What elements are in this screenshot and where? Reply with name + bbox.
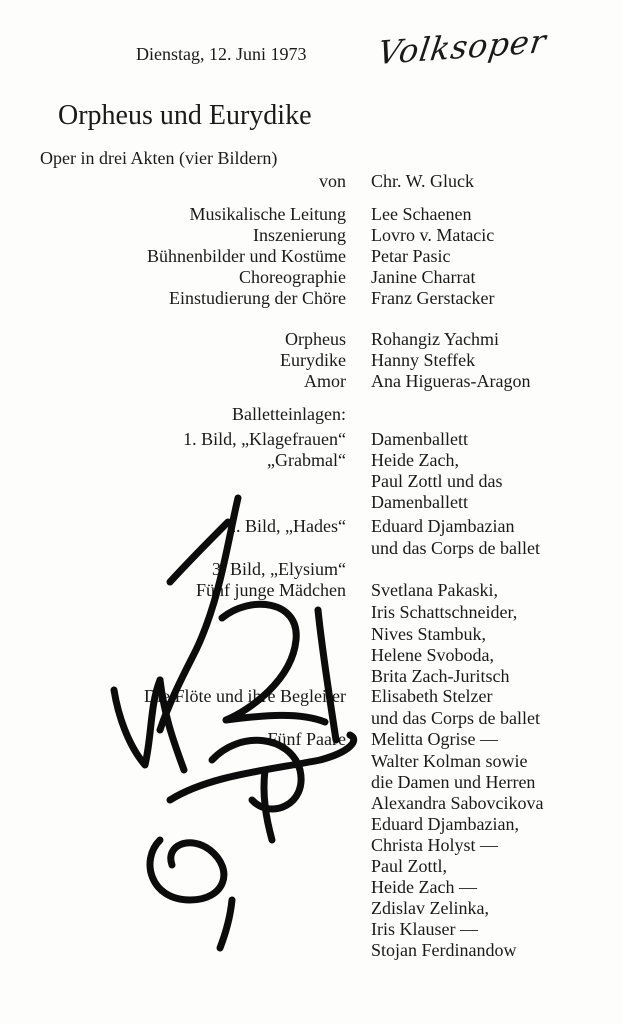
ballet-value: Heide Zach, bbox=[371, 450, 459, 470]
staff-value: Franz Gerstacker bbox=[371, 288, 495, 308]
composer-name: Chr. W. Gluck bbox=[371, 171, 475, 191]
performance-date: Dienstag, 12. Juni 1973 bbox=[136, 44, 307, 64]
ballet-value: Zdislav Zelinka, bbox=[371, 898, 489, 918]
cast-singer: Hanny Steffek bbox=[371, 350, 476, 370]
ballet-value: Paul Zottl, bbox=[371, 856, 447, 876]
ballet-value: Svetlana Pakaski, bbox=[371, 580, 498, 600]
ballet-value: Melitta Ogrise — bbox=[371, 729, 498, 749]
staff-label: Choreographie bbox=[239, 267, 346, 287]
ballet-value: Nives Stambuk, bbox=[371, 624, 486, 644]
staff-label: Inszenierung bbox=[253, 225, 346, 245]
ballet-value: Iris Schattschneider, bbox=[371, 602, 518, 622]
ballet-value: Eduard Djambazian, bbox=[371, 814, 519, 834]
cast-role: Amor bbox=[304, 371, 346, 391]
cast-role: Orpheus bbox=[285, 329, 346, 349]
ballet-value: Damenballett bbox=[371, 492, 468, 512]
ballet-value: Elisabeth Stelzer bbox=[371, 686, 493, 706]
cast-role: Eurydike bbox=[280, 350, 346, 370]
ballet-value: Heide Zach — bbox=[371, 877, 477, 897]
ballet-value: Stojan Ferdinandow bbox=[371, 940, 517, 960]
ballet-label: Die Flöte und ihre Begleiter bbox=[144, 686, 346, 706]
ballet-label: 2. Bild, „Hades“ bbox=[227, 516, 346, 536]
ballet-value: Brita Zach-Juritsch bbox=[371, 666, 510, 686]
opera-title: Orpheus und Eurydike bbox=[58, 100, 312, 131]
ballet-heading: Balletteinlagen: bbox=[232, 404, 346, 424]
ballet-value: Walter Kolman sowie bbox=[371, 751, 528, 771]
ballet-value: Alexandra Sabovcikova bbox=[371, 793, 544, 813]
staff-label: Bühnenbilder und Kostüme bbox=[147, 246, 346, 266]
cast-singer: Ana Higueras-Aragon bbox=[371, 371, 531, 391]
composer-label: von bbox=[319, 171, 346, 191]
ballet-label: Fünf Paare bbox=[267, 729, 346, 749]
ballet-value: Helene Svoboda, bbox=[371, 645, 494, 665]
cast-singer: Rohangiz Yachmi bbox=[371, 329, 499, 349]
ballet-label: 3. Bild, „Elysium“ bbox=[212, 559, 346, 579]
ballet-label: Fünf junge Mädchen bbox=[196, 580, 346, 600]
ballet-value: die Damen und Herren bbox=[371, 772, 536, 792]
staff-value: Lovro v. Matacic bbox=[371, 225, 495, 245]
opera-subtitle: Oper in drei Akten (vier Bildern) bbox=[40, 148, 278, 168]
ballet-label: 1. Bild, „Klagefrauen“ bbox=[183, 429, 346, 449]
staff-value: Lee Schaenen bbox=[371, 204, 472, 224]
ballet-value: und das Corps de ballet bbox=[371, 708, 540, 728]
ballet-value: Christa Holyst — bbox=[371, 835, 499, 855]
staff-value: Petar Pasic bbox=[371, 246, 451, 266]
ballet-value: Damenballett bbox=[371, 429, 468, 449]
staff-value: Janine Charrat bbox=[371, 267, 476, 287]
ballet-value: Paul Zottl und das bbox=[371, 471, 503, 491]
ballet-value: Iris Klauser — bbox=[371, 919, 478, 939]
ballet-value: und das Corps de ballet bbox=[371, 538, 540, 558]
ballet-label: „Grabmal“ bbox=[267, 450, 346, 470]
staff-label: Einstudierung der Chöre bbox=[169, 288, 346, 308]
venue-stamp: Volksoper bbox=[375, 21, 549, 73]
ballet-value: Eduard Djambazian bbox=[371, 516, 515, 536]
staff-label: Musikalische Leitung bbox=[189, 204, 346, 224]
